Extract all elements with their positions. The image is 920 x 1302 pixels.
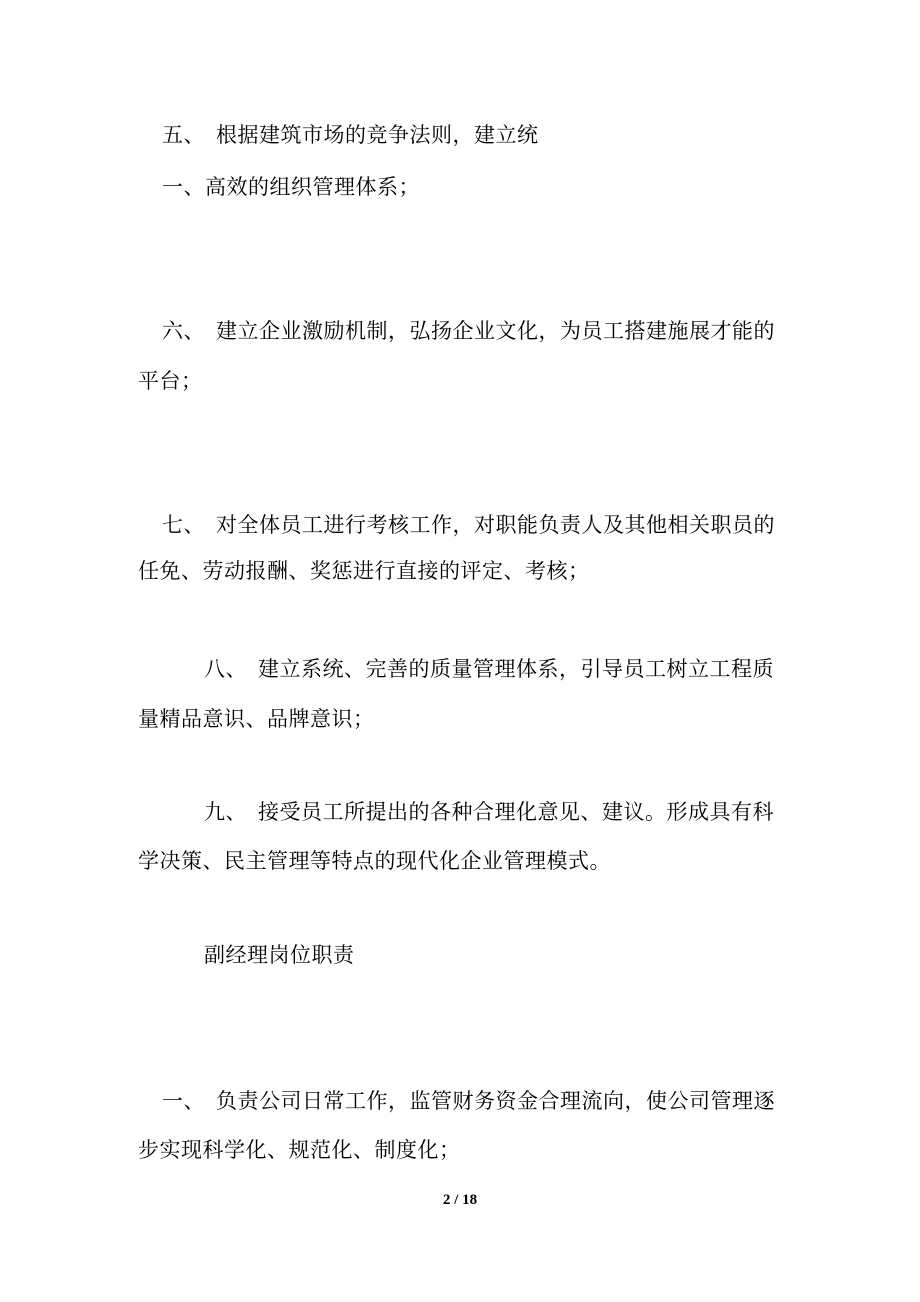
paragraph-1-text-1: 负责公司日常工作，监管财务资金合理流向，使公司管理逐 — [216, 1089, 775, 1113]
paragraph-1-line-2: 步实现科学化、规范化、制度化； — [138, 1138, 461, 1162]
paragraph-5-text-1: 根据建筑市场的竞争法则，建立统 — [216, 123, 539, 147]
paragraph-7-text-1: 对全体员工进行考核工作，对职能负责人及其他相关职员的 — [216, 513, 775, 537]
paragraph-1-line-1 — [162, 1086, 775, 1116]
paragraph-8-number: 八、 — [204, 657, 247, 681]
paragraph-9-number: 九、 — [204, 800, 247, 824]
paragraph-6-text-1: 建立企业激励机制，弘扬企业文化，为员工搭建施展才能的 — [216, 319, 775, 343]
paragraph-7-number: 七、 — [162, 513, 205, 537]
paragraph-9-line-2: 学决策、民主管理等特点的现代化企业管理模式。 — [138, 849, 611, 873]
paragraph-1-number: 一、 — [162, 1089, 205, 1113]
paragraph-5-number: 五、 — [162, 123, 205, 147]
paragraph-8-line-2: 量精品意识、品牌意识； — [138, 707, 375, 731]
paragraph-8-line-1 — [204, 654, 774, 684]
section-heading: 副经理岗位职责 — [204, 943, 355, 967]
paragraph-6-number: 六、 — [162, 319, 205, 343]
paragraph-9-text-1: 接受员工所提出的各种合理化意见、建议。形成具有科 — [258, 800, 774, 824]
paragraph-5-line-2: 一、高效的组织管理体系； — [162, 175, 420, 199]
paragraph-6-line-1 — [162, 316, 775, 346]
paragraph-6-line-2: 平台； — [138, 369, 203, 393]
paragraph-5-line-1 — [162, 120, 539, 150]
paragraph-7-line-1 — [162, 510, 775, 540]
page-number: 2 / 18 — [442, 1192, 478, 1208]
paragraph-9-line-1 — [204, 797, 774, 827]
paragraph-8-text-1: 建立系统、完善的质量管理体系，引导员工树立工程质 — [258, 657, 774, 681]
paragraph-7-line-2: 任免、劳动报酬、奖惩进行直接的评定、考核； — [138, 559, 590, 583]
